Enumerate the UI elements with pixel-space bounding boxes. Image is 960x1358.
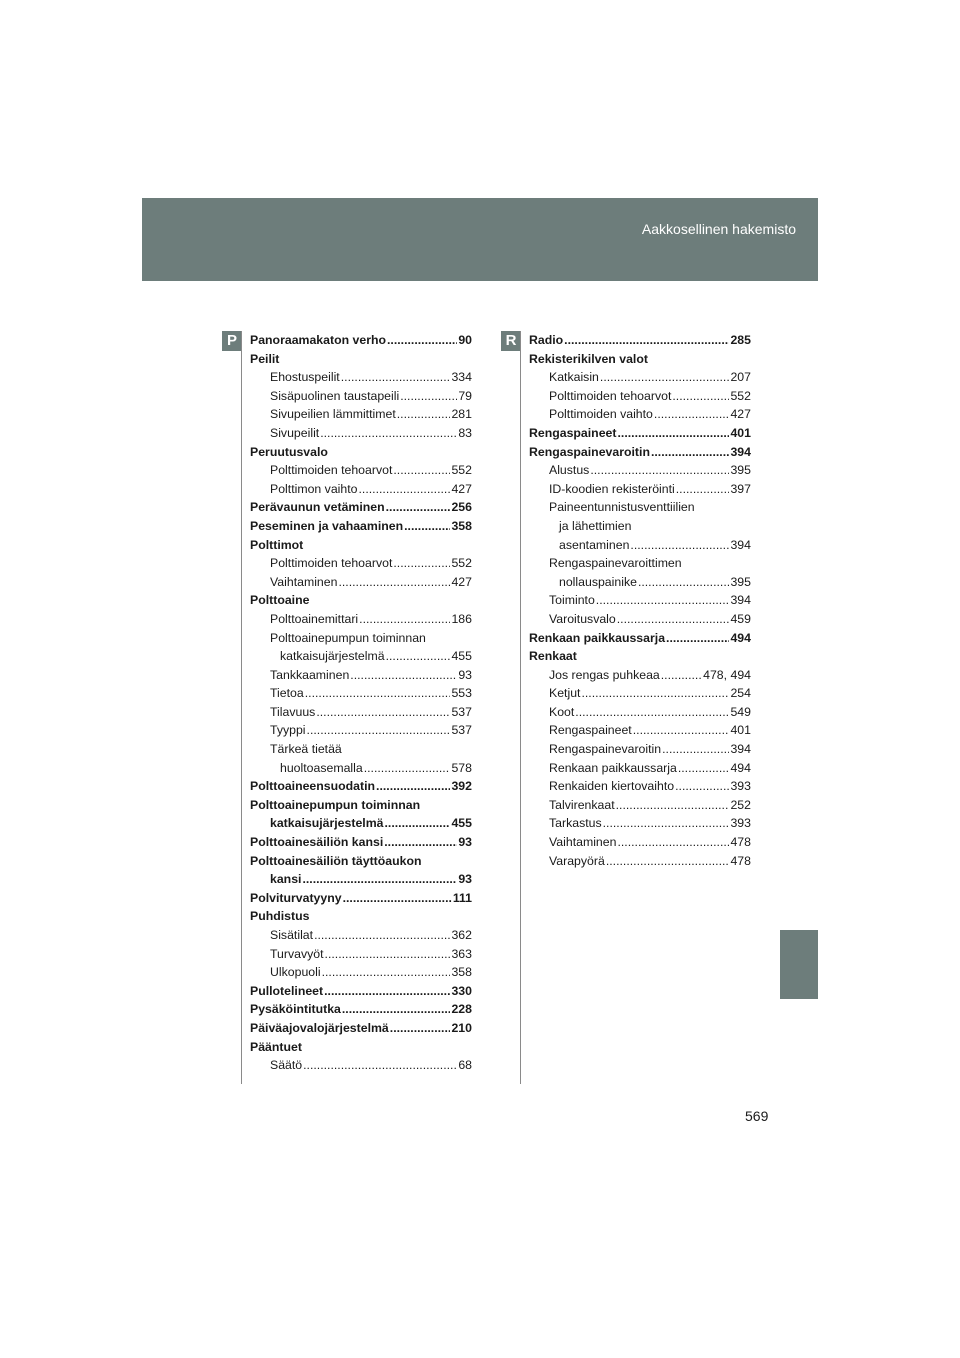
entry-label: Varapyörä: [549, 853, 605, 868]
entry-page: 552: [451, 463, 472, 478]
leader-dots: [666, 629, 729, 648]
entry-page: 285: [730, 333, 751, 347]
index-entry: [250, 796, 472, 815]
index-entry: [250, 536, 472, 555]
entry-label: Ulkopuoli: [270, 965, 321, 980]
entry-label: Tilavuus: [270, 704, 316, 719]
entry-label: Vaihtaminen: [270, 574, 338, 589]
index-entry: [529, 461, 751, 480]
index-entry: [250, 331, 472, 350]
index-entry: [250, 907, 472, 926]
leader-dots: [359, 610, 450, 629]
leader-dots: [575, 703, 729, 722]
leader-dots: [387, 331, 457, 350]
leader-dots: [325, 945, 451, 964]
leader-dots: [302, 870, 457, 889]
leader-dots: [678, 759, 730, 778]
entry-label: Talvirenkaat: [549, 797, 615, 812]
index-entry: [250, 926, 472, 945]
entry-label: Rengaspaineet: [529, 425, 617, 440]
section-letter-p: P: [222, 331, 242, 351]
entry-label: Tarkastus: [549, 816, 602, 831]
index-entry: [529, 721, 751, 740]
entry-label: Peseminen ja vahaaminen: [250, 518, 404, 533]
entry-page: 207: [730, 370, 751, 385]
index-entry: [529, 684, 751, 703]
entry-page: 392: [451, 779, 472, 794]
leader-dots: [386, 647, 451, 666]
leader-dots: [324, 982, 450, 1001]
entry-label: Tyyppi: [270, 723, 306, 738]
index-entry: [529, 536, 751, 555]
entry-label: Sisätilat: [270, 928, 314, 942]
entry-label: Tankkaaminen: [270, 667, 350, 682]
entry-page: 395: [730, 463, 751, 478]
entry-page: 459: [730, 611, 751, 626]
index-entry: [250, 740, 472, 759]
entry-page: 455: [451, 649, 472, 664]
leader-dots: [390, 1019, 451, 1038]
index-entry: [529, 796, 751, 815]
entry-page: 394: [730, 742, 751, 757]
leader-dots: [359, 480, 451, 499]
leader-dots: [661, 666, 702, 685]
entry-label: Päiväajovalojärjestelmä: [250, 1020, 389, 1035]
header-title: Aakkosellinen hakemisto: [641, 221, 796, 237]
entry-label: Toiminto: [549, 593, 595, 608]
index-entry: [529, 331, 751, 350]
index-entry: [250, 554, 472, 573]
entry-label: Renkaan paikkaussarja: [549, 760, 677, 775]
entry-label: Renkaat: [529, 649, 577, 664]
leader-dots: [384, 833, 457, 852]
entry-label: Pääntuet: [250, 1039, 302, 1054]
entry-label: Paineentunnistusventtiilien: [549, 500, 695, 515]
entry-label: Peruutusvalo: [250, 444, 328, 459]
entry-label: Polttoainepumpun toiminnan: [270, 630, 426, 645]
leader-dots: [307, 721, 451, 740]
index-entry: [250, 666, 472, 685]
entry-label: Turvavyöt: [270, 946, 324, 961]
index-entry: [250, 1056, 472, 1075]
index-entry: [529, 777, 751, 796]
column-divider-p: [241, 331, 242, 1084]
entry-label: Perävaunun vetäminen: [250, 500, 385, 515]
leader-dots: [400, 387, 457, 406]
leader-dots: [338, 573, 450, 592]
entry-label: Varoitusvalo: [549, 611, 616, 626]
leader-dots: [322, 963, 451, 982]
index-entry: [529, 833, 751, 852]
index-entry: [250, 1000, 472, 1019]
entry-label: Säätö: [270, 1058, 303, 1073]
index-entry: [250, 405, 472, 424]
leader-dots: [672, 387, 729, 406]
entry-label: Rekisterikilven valot: [529, 351, 648, 366]
entry-label: Polttimon vaihto: [270, 481, 358, 496]
entry-page: 553: [451, 686, 472, 701]
index-entry: [250, 777, 472, 796]
index-entry: [529, 759, 751, 778]
entry-label: Sisäpuolinen taustapeili: [270, 388, 400, 403]
entry-label: Polttoainesäiliön täyttöaukon: [250, 853, 422, 868]
leader-dots: [590, 461, 729, 480]
leader-dots: [343, 889, 452, 908]
index-entry: [250, 852, 472, 871]
leader-dots: [606, 852, 730, 871]
entry-label: Tietoa: [270, 686, 304, 701]
index-entry: [250, 833, 472, 852]
leader-dots: [397, 405, 451, 424]
index-entry: [250, 721, 472, 740]
leader-dots: [600, 368, 730, 387]
leader-dots: [320, 424, 457, 443]
entry-page: 186: [451, 611, 472, 626]
entry-page: 427: [451, 574, 472, 589]
entry-label: Ehostuspeilit: [270, 370, 340, 385]
entry-page: 93: [458, 872, 472, 887]
entry-label: Sivupeilit: [270, 425, 320, 440]
index-entry: [250, 573, 472, 592]
entry-page: 478: [730, 853, 751, 868]
entry-page: 401: [730, 425, 751, 440]
entry-page: 552: [451, 556, 472, 571]
index-entry: [529, 350, 751, 369]
section-letter-r: R: [501, 331, 521, 351]
chapter-tab: [780, 930, 818, 999]
entry-page: 395: [730, 574, 751, 589]
entry-page: 393: [730, 779, 751, 794]
leader-dots: [376, 777, 450, 796]
leader-dots: [675, 777, 729, 796]
entry-page: 393: [730, 816, 751, 831]
entry-label: Puhdistus: [250, 909, 310, 924]
index-entry: [250, 963, 472, 982]
entry-label: Polttoaineensuodatin: [250, 779, 376, 794]
index-entry: [529, 517, 751, 536]
leader-dots: [393, 554, 450, 573]
index-entry: [529, 814, 751, 833]
leader-dots: [393, 461, 450, 480]
index-entry: [250, 870, 472, 889]
index-entry: [529, 629, 751, 648]
index-entry: [529, 443, 751, 462]
leader-dots: [316, 703, 450, 722]
entry-page: 358: [451, 518, 472, 533]
index-entry: [529, 610, 751, 629]
entry-label: Sivupeilien lämmittimet: [270, 407, 396, 422]
entry-label: Koot: [549, 704, 575, 719]
entry-label: Rengaspainevaroittimen: [549, 556, 682, 571]
entry-label: Pullotelineet: [250, 983, 324, 998]
index-entry: [529, 647, 751, 666]
entry-page: 401: [730, 723, 751, 738]
index-column-p: [250, 331, 472, 1075]
leader-dots: [596, 591, 730, 610]
entry-page: 358: [451, 965, 472, 980]
entry-label: Radio: [529, 333, 564, 347]
entry-page: 397: [730, 481, 751, 496]
index-entry: [529, 498, 751, 517]
index-entry: [250, 982, 472, 1001]
entry-page: 363: [451, 946, 472, 961]
leader-dots: [616, 796, 730, 815]
entry-page: 330: [451, 983, 472, 998]
entry-page: 111: [452, 890, 472, 905]
entry-label: Polttoainesäiliön kansi: [250, 835, 384, 850]
entry-page: 252: [730, 797, 751, 812]
index-column-r: [529, 331, 751, 870]
leader-dots: [342, 1000, 451, 1019]
index-entry: [250, 387, 472, 406]
leader-dots: [581, 684, 729, 703]
leader-dots: [564, 331, 729, 350]
entry-page: 83: [458, 425, 472, 440]
leader-dots: [350, 666, 457, 685]
leader-dots: [617, 610, 730, 629]
leader-dots: [617, 833, 729, 852]
entry-page: 281: [451, 407, 472, 422]
leader-dots: [341, 368, 451, 387]
entry-page: 362: [451, 928, 472, 942]
entry-label: katkaisujärjestelmä: [280, 649, 385, 664]
entry-label: katkaisujärjestelmä: [270, 816, 384, 831]
index-entry: [250, 591, 472, 610]
leader-dots: [303, 1056, 457, 1075]
index-entry: [250, 647, 472, 666]
entry-label: Panoraamakaton verho: [250, 333, 386, 347]
leader-dots: [603, 814, 730, 833]
entry-page: 394: [730, 593, 751, 608]
index-entry: [529, 405, 751, 424]
index-entry: [250, 517, 472, 536]
leader-dots: [654, 405, 730, 424]
leader-dots: [630, 536, 729, 555]
index-entry: [250, 424, 472, 443]
index-entry: [529, 703, 751, 722]
entry-label: Renkaiden kiertovaihto: [549, 779, 675, 794]
entry-label: Peilit: [250, 351, 280, 366]
leader-dots: [651, 443, 730, 462]
index-entry: [529, 424, 751, 443]
entry-page: 334: [451, 370, 472, 385]
entry-label: Polttimoiden tehoarvot: [549, 388, 672, 403]
leader-dots: [638, 573, 730, 592]
page-number: 569: [745, 1108, 769, 1124]
leader-dots: [305, 684, 451, 703]
entry-label: Polttoaine: [250, 593, 310, 608]
index-entry: [250, 1038, 472, 1057]
entry-page: 256: [451, 500, 472, 515]
entry-page: 394: [730, 444, 751, 459]
entry-label: Polttimot: [250, 537, 304, 552]
entry-label: Polttoainemittari: [270, 611, 359, 626]
index-entry: [250, 945, 472, 964]
index-entry: [250, 610, 472, 629]
entry-label: Tärkeä tietää: [270, 742, 342, 757]
entry-page: 93: [458, 667, 472, 682]
entry-page: 455: [451, 816, 472, 831]
index-entry: [529, 591, 751, 610]
entry-label: kansi: [270, 872, 302, 887]
entry-label: nollauspainike: [559, 574, 637, 589]
index-entry: [250, 814, 472, 833]
entry-page: 478: [730, 835, 751, 850]
entry-page: 427: [730, 407, 751, 422]
entry-label: Rengaspaineet: [549, 723, 632, 738]
index-entry: [250, 759, 472, 778]
index-entry: [250, 461, 472, 480]
entry-page: 79: [458, 388, 472, 403]
leader-dots: [404, 517, 450, 536]
index-entry: [250, 703, 472, 722]
index-entry: [250, 889, 472, 908]
index-entry: [529, 480, 751, 499]
index-entry: [529, 387, 751, 406]
leader-dots: [662, 740, 729, 759]
entry-page: 537: [451, 704, 472, 719]
entry-page: 552: [730, 388, 751, 403]
index-entry: [250, 443, 472, 462]
entry-label: Rengaspainevaroitin: [549, 742, 662, 757]
entry-label: ja lähettimien: [559, 518, 632, 533]
entry-label: ID-koodien rekisteröinti: [549, 481, 675, 496]
entry-label: Alustus: [549, 463, 590, 478]
leader-dots: [617, 424, 729, 443]
index-entry: [250, 1019, 472, 1038]
index-entry: [250, 350, 472, 369]
entry-label: Katkaisin: [549, 370, 599, 385]
entry-page: 90: [458, 333, 472, 347]
entry-label: Polttoainepumpun toiminnan: [250, 797, 421, 812]
entry-page: 228: [451, 1002, 472, 1017]
entry-label: Polviturvatyyny: [250, 890, 342, 905]
entry-label: Polttimoiden tehoarvot: [270, 556, 393, 571]
index-entry: [250, 498, 472, 517]
index-entry: [529, 740, 751, 759]
index-entry: [250, 629, 472, 648]
index-entry: [250, 368, 472, 387]
entry-page: 210: [451, 1020, 472, 1035]
leader-dots: [386, 498, 451, 517]
entry-label: Polttimoiden tehoarvot: [270, 463, 393, 478]
entry-page: 254: [730, 686, 751, 701]
entry-label: Jos rengas puhkeaa: [549, 667, 660, 682]
entry-page: 68: [458, 1058, 472, 1073]
leader-dots: [676, 480, 730, 499]
entry-page: 494: [730, 760, 751, 775]
index-entry: [529, 666, 751, 685]
entry-page: 537: [451, 723, 472, 738]
column-divider-r: [520, 331, 521, 1084]
entry-page: 549: [730, 704, 751, 719]
entry-page: 578: [451, 760, 472, 775]
index-entry: [250, 684, 472, 703]
index-entry: [529, 554, 751, 573]
entry-label: Ketjut: [549, 686, 581, 701]
entry-page: 478, 494: [703, 667, 751, 682]
entry-page: 93: [458, 835, 472, 850]
index-entry: [529, 368, 751, 387]
header-band: [142, 198, 818, 281]
entry-label: Vaihtaminen: [549, 835, 617, 850]
entry-label: huoltoasemalla: [280, 760, 363, 775]
entry-page: 394: [730, 537, 751, 552]
entry-label: Polttimoiden vaihto: [549, 407, 653, 422]
leader-dots: [314, 926, 450, 945]
entry-label: Renkaan paikkaussarja: [529, 630, 666, 645]
leader-dots: [364, 759, 451, 778]
entry-page: 494: [730, 630, 751, 645]
index-entry: [529, 573, 751, 592]
index-entry: [250, 480, 472, 499]
entry-page: 427: [451, 481, 472, 496]
leader-dots: [384, 814, 450, 833]
entry-label: Rengaspainevaroitin: [529, 444, 650, 459]
index-entry: [529, 852, 751, 871]
entry-label: Pysäköintitutka: [250, 1002, 341, 1017]
leader-dots: [633, 721, 730, 740]
entry-label: asentaminen: [559, 537, 630, 552]
